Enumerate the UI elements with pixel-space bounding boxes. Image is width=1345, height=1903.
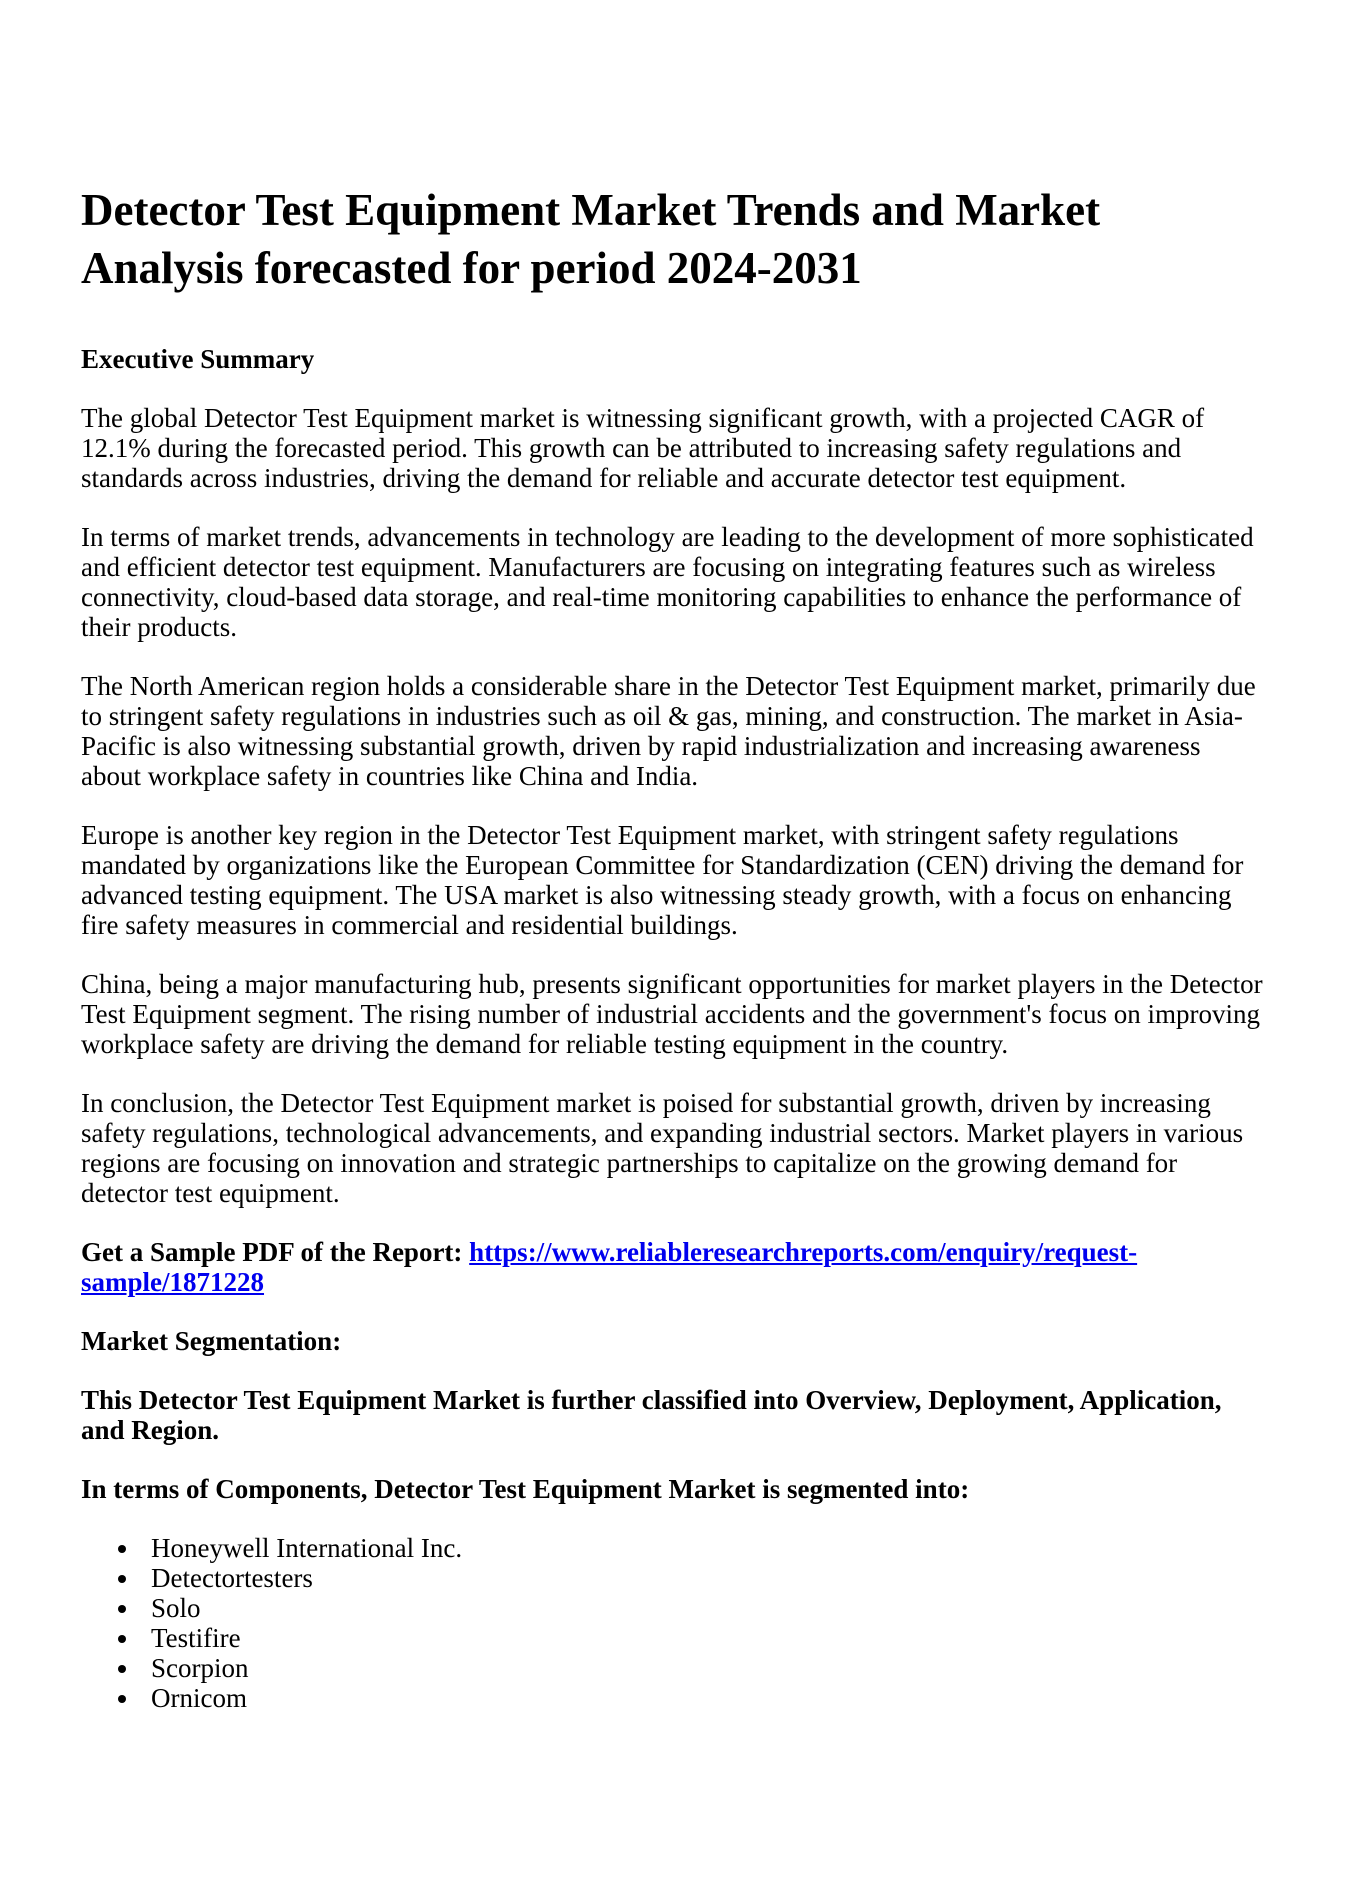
list-item-scorpion: • Scorpion	[141, 1653, 1264, 1683]
page-title: Detector Test Equipment Market Trends and Market Analysis forecasted for period 2024-2031	[81, 185, 1101, 293]
list-item-solo: • Solo	[141, 1593, 1264, 1623]
sample-report-link[interactable]: https://www.reliableresearchreports.com/enquiry/request-sample/1871228	[81, 1237, 1138, 1297]
list-item-detectortesters: • Detectortesters	[141, 1563, 1264, 1593]
components-company-list	[81, 1533, 1264, 1713]
executive-summary-heading: Executive Summary	[81, 344, 315, 374]
market-trends-paragraph: In terms of market trends, advancements in technology are leading to the development of more sophisticated and efficient detector test equipment. Manufacturers are focusing on integrating features such as wireless connectivity, cloud-based data storage, and real-time monitoring capabilities to enhance the performance of their products.	[81, 522, 1254, 642]
components-heading: In terms of Components, Detector Test Equipment Market is segmented into:	[81, 1474, 970, 1504]
list-item-honeywell: • Honeywell International Inc.	[141, 1533, 1264, 1563]
conclusion-paragraph: In conclusion, the Detector Test Equipment market is poised for substantial growth, driven by increasing safety regulations, technological advancements, and expanding industrial sectors. Market players in various regions are focusing on innovation and strategic partnerships to capitalize on the growing demand for detector test equipment.	[81, 1088, 1244, 1208]
north-america-paragraph: The North American region holds a considerable share in the Detector Test Equipment market, primarily due to stringent safety regulations in industries such as oil & gas, mining, and construction. The market in Asia-Pacific is also witnessing substantial growth, driven by rapid industrialization and increasing awareness about workplace safety in countries like China and India.	[81, 671, 1256, 791]
europe-paragraph: Europe is another key region in the Detector Test Equipment market, with stringent safety regulations mandated by organizations like the European Committee for Standardization (CEN) driving the demand for advanced testing equipment. The USA market is also witnessing steady growth, with a focus on enhancing fire safety measures in commercial and residential buildings.	[81, 820, 1244, 940]
sample-report-line	[81, 1237, 1264, 1297]
executive-summary-paragraph-1: The global Detector Test Equipment market is witnessing significant growth, with a projected CAGR of 12.1% during the forecasted period. This growth can be attributed to increasing safety regulations and standards across industries, driving the demand for reliable and accurate detector test equipment.	[81, 403, 1205, 493]
china-paragraph: China, being a major manufacturing hub, presents significant opportunities for market players in the Detector Test Equipment segment. The rising number of industrial accidents and the government's focus on improving workplace safety are driving the demand for reliable testing equipment in the country.	[81, 969, 1263, 1059]
market-segmentation-heading: Market Segmentation:	[81, 1326, 342, 1356]
list-item-testifire: • Testifire	[141, 1623, 1264, 1653]
classification-note: This Detector Test Equipment Market is further classified into Overview, Deployment, Application, and Region.	[81, 1385, 1222, 1445]
list-item-ornicom: • Ornicom	[141, 1683, 1264, 1713]
sample-report-label: Get a Sample PDF of the Report:	[81, 1237, 463, 1267]
